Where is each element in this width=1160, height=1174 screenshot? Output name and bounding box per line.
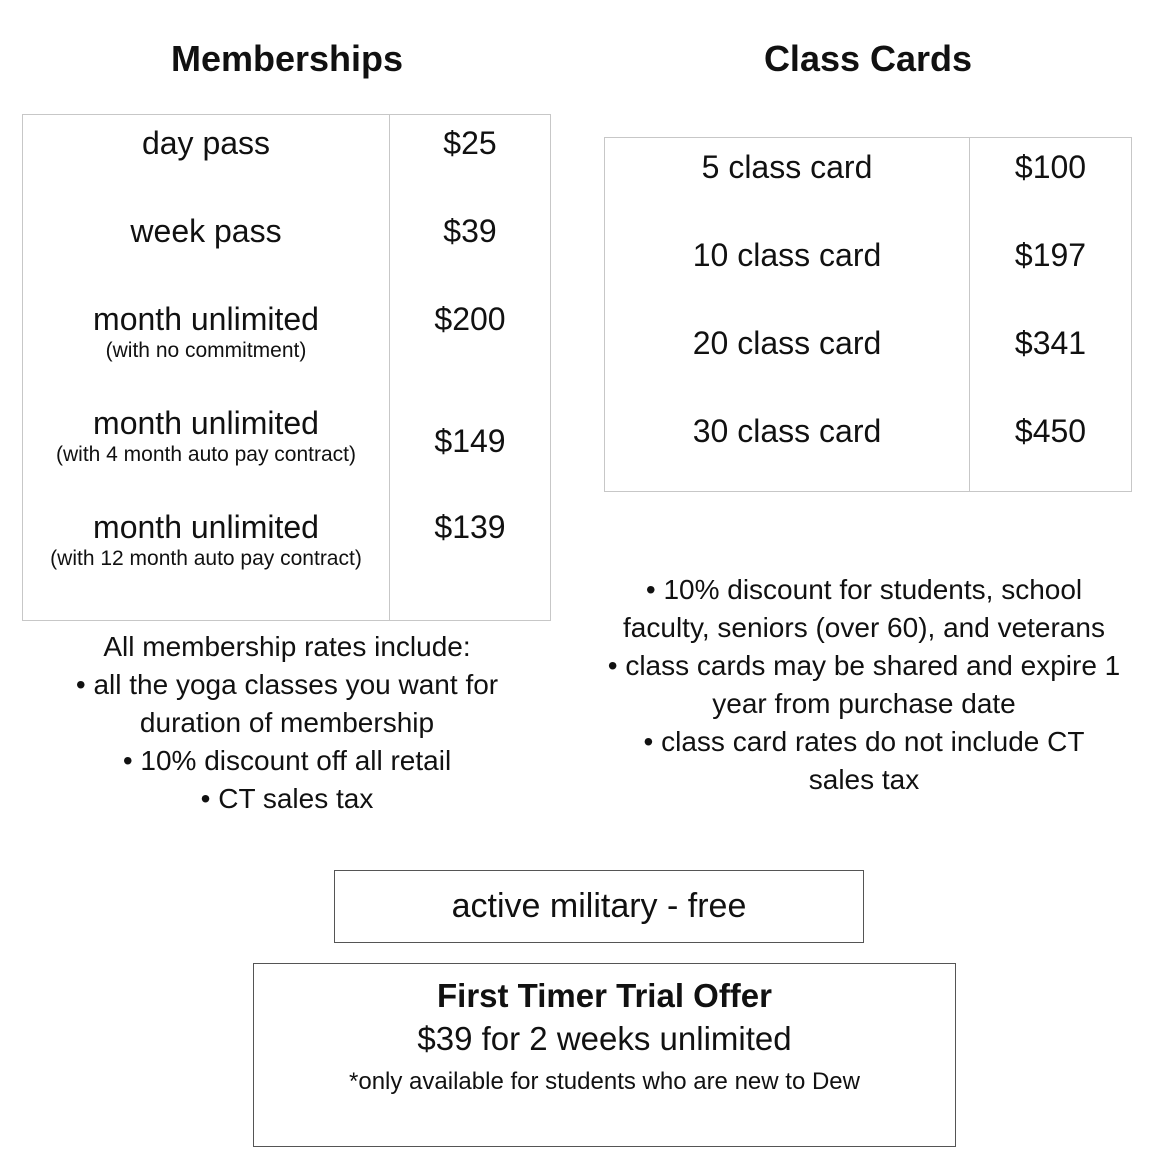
class-card-name: 10 class card <box>692 237 882 273</box>
membership-price: $39 <box>443 213 497 249</box>
class-card-price: $450 <box>1014 413 1087 449</box>
class-cards-heading: Class Cards <box>763 38 973 79</box>
class-card-note-line: year from purchase date <box>712 688 1016 719</box>
trial-offer-note: *only available for students who are new to Dew <box>349 1068 860 1095</box>
class-card-note-line: • class card rates do not include CT <box>643 726 1085 757</box>
class-card-price: $341 <box>1014 325 1087 361</box>
class-card-note-line: sales tax <box>808 764 920 795</box>
class-card-price: $197 <box>1014 237 1087 273</box>
table-row <box>23 203 551 291</box>
trial-offer-subtitle: $39 for 2 weeks unlimited <box>417 1020 792 1057</box>
class-card-note-line: • 10% discount for students, school <box>645 574 1083 605</box>
memberships-heading: Memberships <box>170 38 404 79</box>
table-row <box>605 138 1132 227</box>
membership-price: $149 <box>434 423 506 459</box>
membership-note: (with 4 month auto pay contract) <box>56 443 356 466</box>
memberships-table <box>22 114 551 621</box>
table-row <box>23 115 551 204</box>
trial-offer-box <box>253 963 956 1147</box>
class-card-name: 30 class card <box>692 413 882 449</box>
membership-note-line: • 10% discount off all retail <box>122 745 452 776</box>
membership-note-line: • CT sales tax <box>200 783 374 814</box>
membership-notes <box>22 628 552 818</box>
table-row <box>23 291 551 395</box>
class-cards-table <box>604 137 1132 492</box>
membership-price: $139 <box>434 509 506 545</box>
table-row <box>23 499 551 621</box>
membership-note: (with no commitment) <box>105 339 307 362</box>
membership-note-line: • all the yoga classes you want for <box>75 669 499 700</box>
membership-name: day pass <box>141 125 271 161</box>
trial-offer-title: First Timer Trial Offer <box>437 977 772 1014</box>
table-row <box>605 402 1132 492</box>
class-card-price: $100 <box>1014 149 1087 185</box>
class-card-note-line: • class cards may be shared and expire 1 <box>607 650 1121 681</box>
membership-price: $25 <box>443 125 497 161</box>
membership-price: $200 <box>434 301 506 337</box>
membership-note-line: duration of membership <box>139 707 435 738</box>
table-row <box>605 314 1132 402</box>
membership-note: (with 12 month auto pay contract) <box>50 547 362 570</box>
table-row <box>23 395 551 499</box>
membership-name: month unlimited <box>93 509 319 545</box>
class-card-notes <box>594 571 1134 799</box>
class-card-note-line: faculty, seniors (over 60), and veterans <box>623 612 1105 643</box>
class-card-name: 5 class card <box>701 149 873 185</box>
membership-name: week pass <box>130 213 282 249</box>
membership-name: month unlimited <box>93 405 319 441</box>
military-text: active military - free <box>451 887 747 925</box>
military-box <box>334 870 864 943</box>
table-row <box>605 226 1132 314</box>
membership-notes-intro: All membership rates include: <box>103 631 471 662</box>
class-card-name: 20 class card <box>692 325 882 361</box>
membership-name: month unlimited <box>93 301 319 337</box>
